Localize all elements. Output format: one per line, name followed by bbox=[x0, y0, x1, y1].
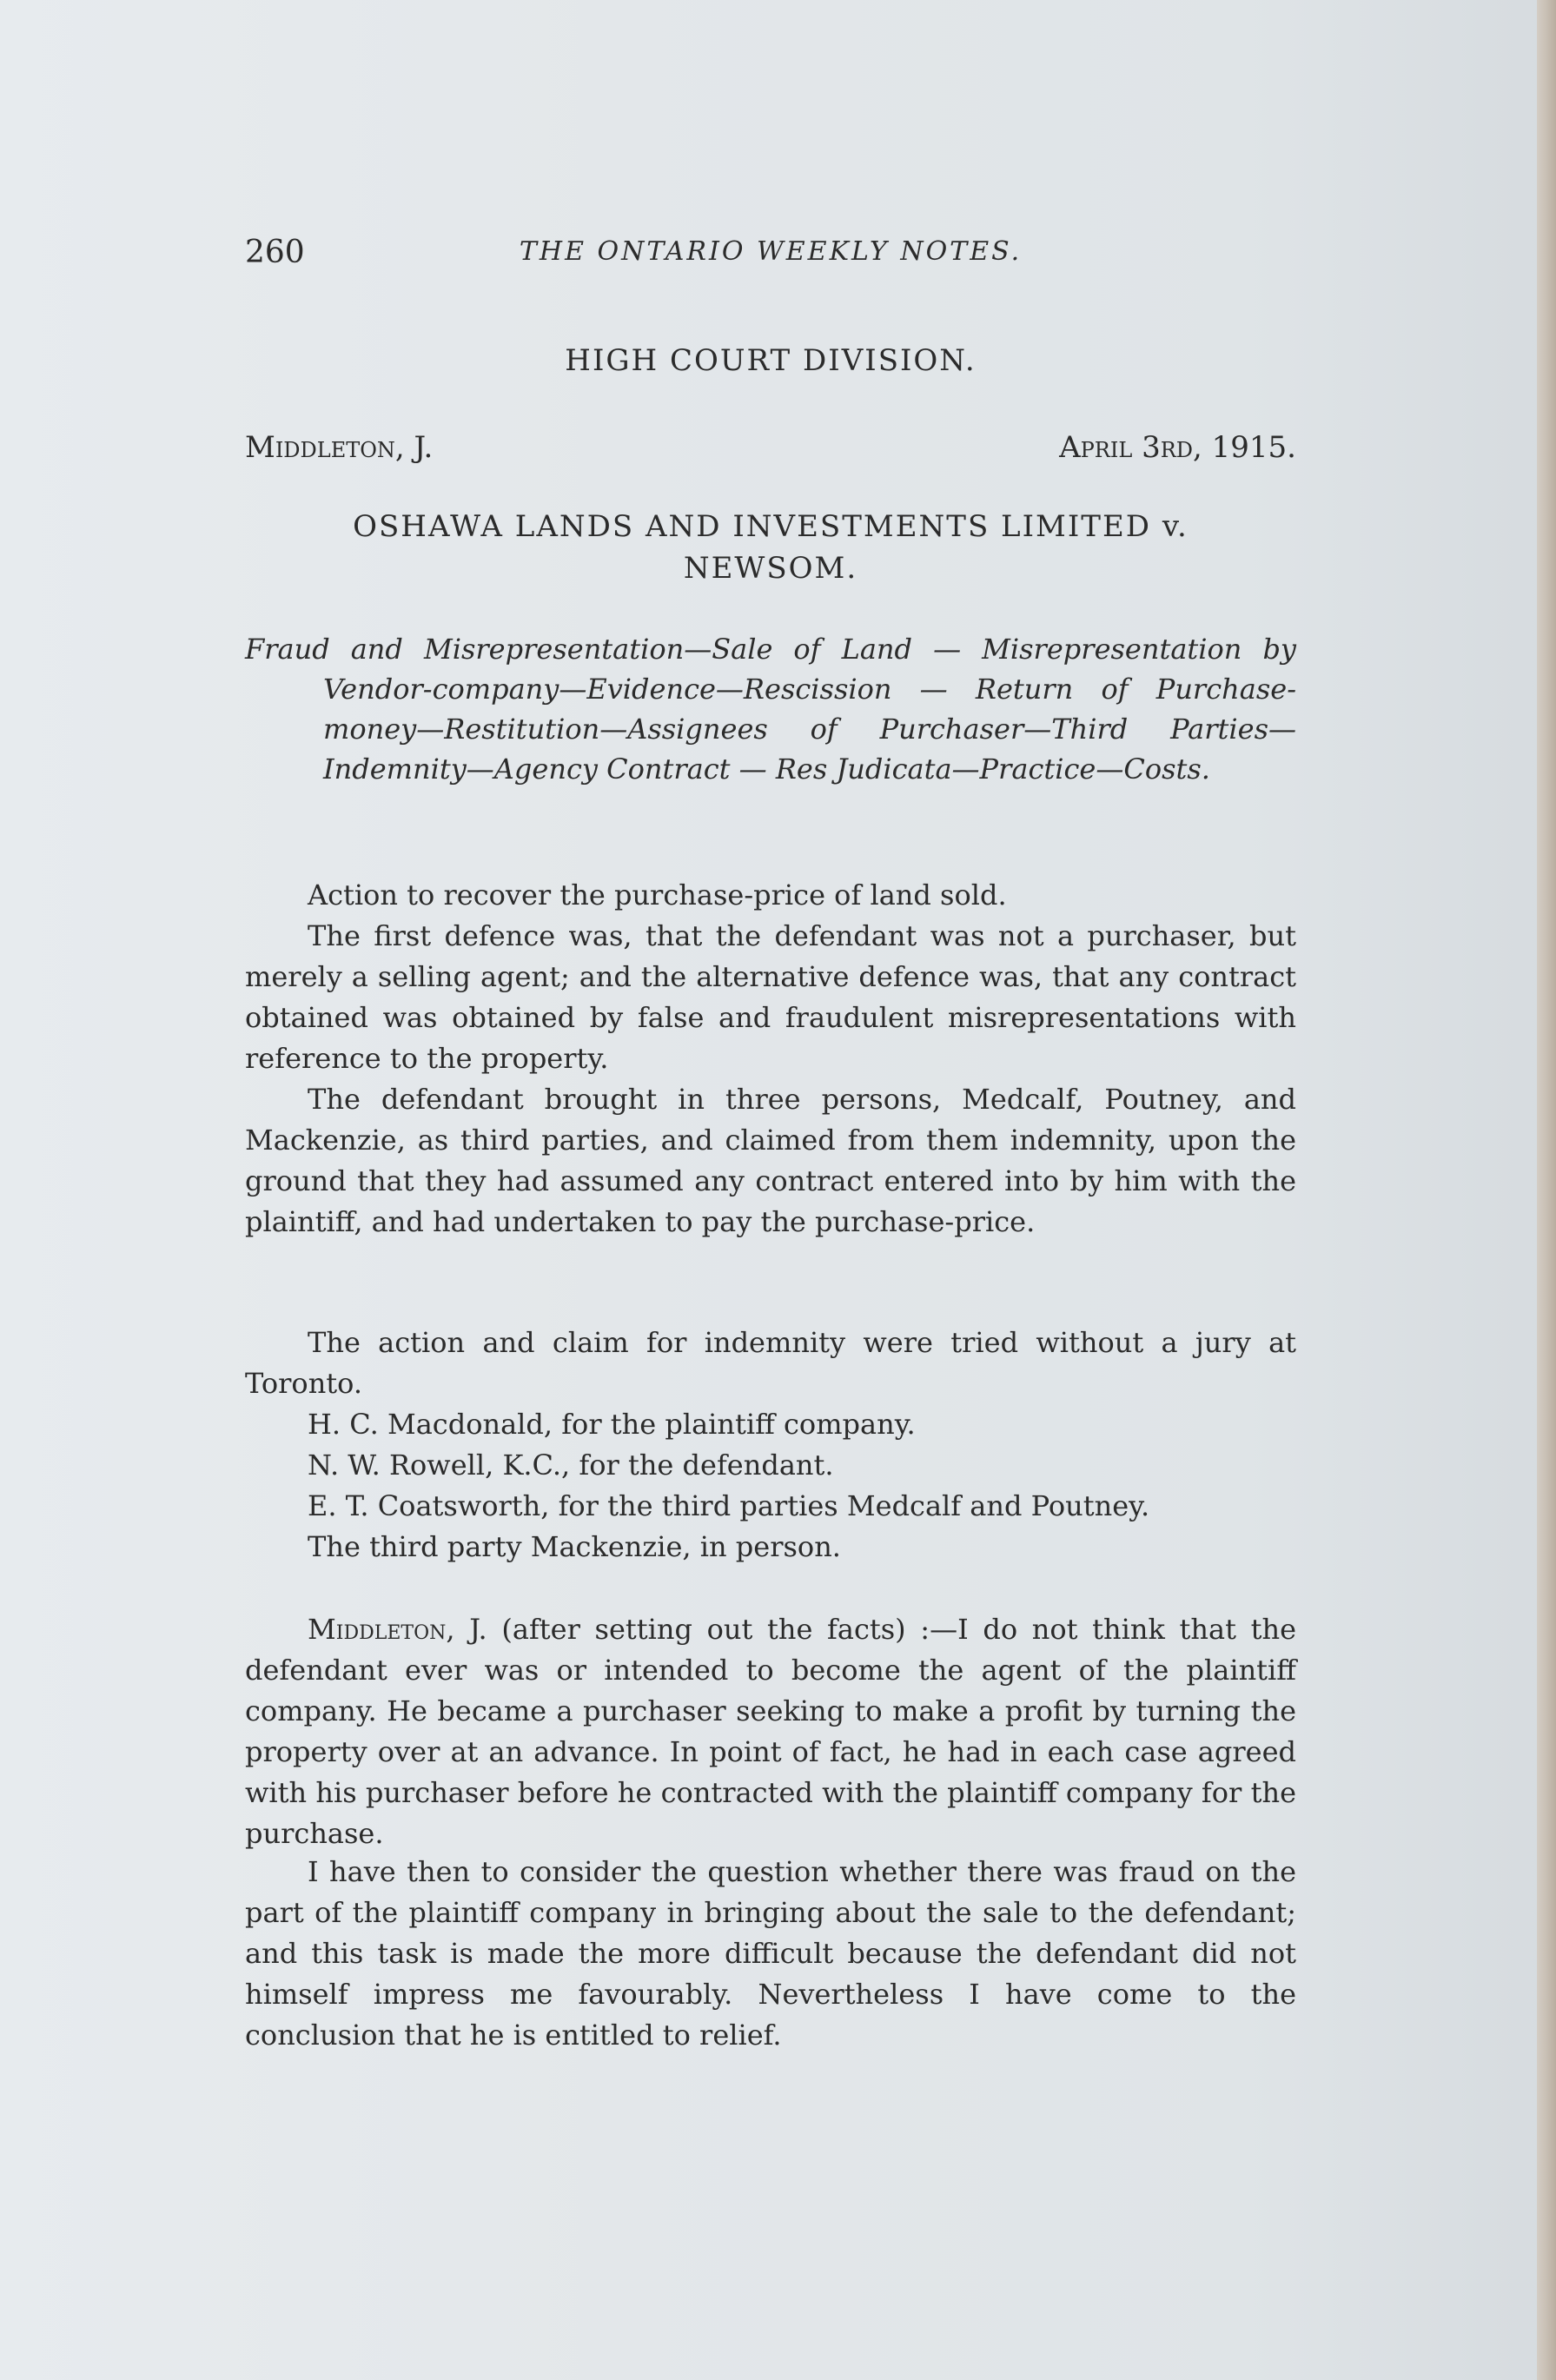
counsel-plaintiff: H. C. Macdonald, for the plaintiff company. bbox=[308, 1408, 916, 1441]
journal-title: THE ONTARIO WEEKLY NOTES. bbox=[519, 236, 1023, 267]
page-number: 260 bbox=[245, 235, 305, 270]
judgment-date: April 3rd, 1915. bbox=[1059, 430, 1296, 465]
judgment-opening-text: (after setting out the facts) :—I do not think that the defendant ever was or intended to become the agent of the plaintiff company. He became a purchaser seeking to make a profit by turning the property over at an advance. In point of fact, he had in each case agreed with his purchaser before he contracted with the plaintiff company for the purchase. bbox=[245, 1613, 1297, 1850]
paragraph-action: Action to recover the purchase-price of land sold. bbox=[308, 878, 1007, 912]
paragraph-trial: The action and claim for indemnity were tried without a jury at Toronto. bbox=[245, 1326, 1296, 1400]
case-title-line-2: NEWSOM. bbox=[683, 551, 858, 586]
counsel-mackenzie: The third party Mackenzie, in person. bbox=[308, 1530, 841, 1563]
court-division: HIGH COURT DIVISION. bbox=[565, 343, 977, 378]
judge-name: Middleton, J. bbox=[245, 430, 434, 465]
case-title bbox=[245, 506, 1296, 589]
judgment-second-paragraph: I have then to consider the question whether there was fraud on the part of the plaintiff company in bringing about the sale to the defendant; and this task is made the more difficult because the defendant did not himself impress me favourably. Nevertheless I have come to the conclusion that he is entitled to relief. bbox=[245, 1855, 1296, 2052]
judgment-opening bbox=[245, 1609, 1296, 1854]
judgment-judge-name: Middleton, J. bbox=[308, 1613, 487, 1646]
counsel-third-parties: E. T. Coatsworth, for the third parties Medcalf and Poutney. bbox=[308, 1489, 1150, 1522]
running-head bbox=[245, 235, 1296, 278]
paragraph-third-parties: The defendant brought in three persons, Medcalf, Poutney, and Mackenzie, as third parties, and claimed from them indemnity, upon the ground that they had assumed any contract entered into by him with the plaintiff, and had undertaken to pay the purchase-price. bbox=[245, 1083, 1296, 1238]
page-edge bbox=[1537, 0, 1556, 2380]
counsel-defendant: N. W. Rowell, K.C., for the defendant. bbox=[308, 1449, 834, 1482]
case-title-line-1: OSHAWA LANDS AND INVESTMENTS LIMITED v. bbox=[353, 509, 1189, 544]
paragraph-defence: The first defence was, that the defendant was not a purchaser, but merely a selling agent; and the alternative defence was, that any contract obtained was obtained by false and fraudulent misrepresentations with reference to the property. bbox=[245, 919, 1296, 1075]
catchwords: Fraud and Misrepresentation—Sale of Land — Misrepresentation by Vendor-company—Evidence—Rescission — Return of Purchase-money—Restitution—Assignees of Purchaser—Third Parties—Indemnity—Agency Contract — Res Judicata—Practice—Costs. bbox=[245, 633, 1296, 786]
